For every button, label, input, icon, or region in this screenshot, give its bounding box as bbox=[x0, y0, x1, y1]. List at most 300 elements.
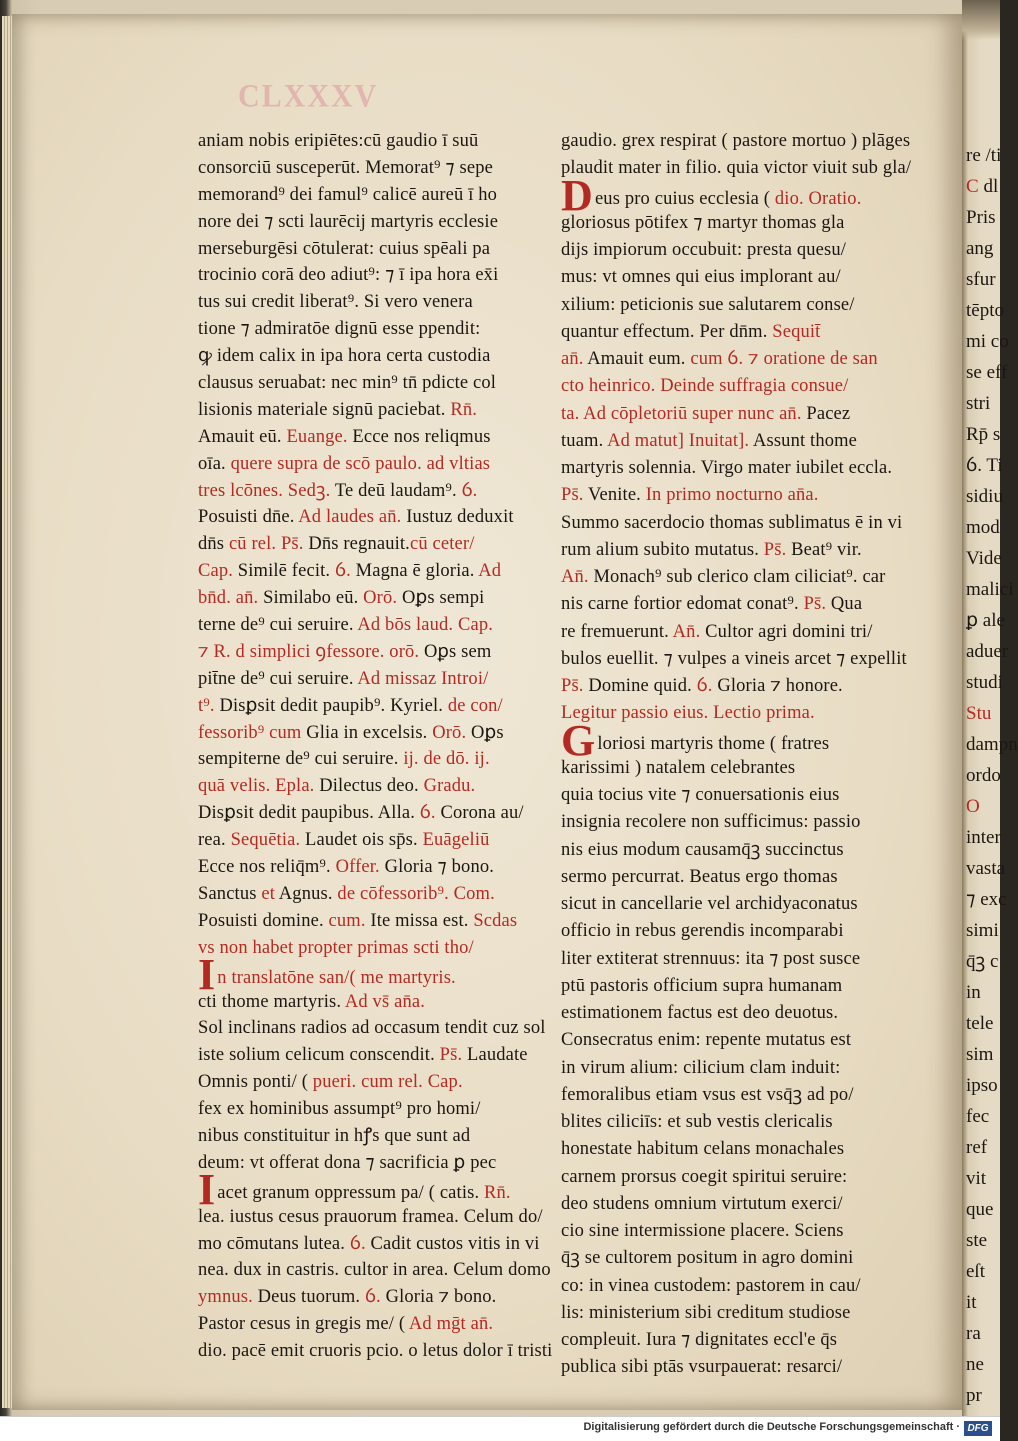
text-segment: Monach⁹ sub clerico clam ciliciat⁹. car bbox=[588, 567, 886, 587]
text-segment: Amauit eum. bbox=[583, 349, 691, 369]
rubric-text: Euāgeliū bbox=[422, 830, 490, 851]
right-page-line bbox=[962, 1380, 1000, 1411]
text-line bbox=[198, 720, 528, 747]
text-segment: martyris solennia. Virgo mater iubilet eccla. bbox=[561, 458, 893, 478]
right-page-line bbox=[962, 760, 1000, 791]
rubric-text: tres lcōnes. Sedꝫ. bbox=[198, 480, 331, 501]
text-segment: vasta bbox=[966, 858, 1006, 879]
right-page-line bbox=[962, 419, 1000, 450]
rubric-text: Ad bōs laud. Cap. bbox=[357, 615, 494, 636]
text-segment: oīa. bbox=[198, 453, 231, 474]
text-line bbox=[561, 1354, 901, 1381]
text-line bbox=[561, 1109, 901, 1136]
text-line bbox=[198, 504, 528, 531]
footer-credit: Digitalisierung gefördert durch die Deutsche Forschungsgemeinschaft · bbox=[583, 1421, 960, 1433]
text-line bbox=[561, 1164, 901, 1191]
text-segment: rum alium subito mutatus. bbox=[561, 539, 764, 560]
text-line bbox=[198, 935, 528, 962]
text-segment: mod bbox=[966, 517, 1000, 538]
right-page-line bbox=[962, 884, 1007, 915]
right-page-line bbox=[962, 698, 1000, 729]
text-segment: Agnus. bbox=[275, 883, 338, 904]
text-segment: Posuisti domine. bbox=[198, 910, 329, 931]
rubric-text: Cap. bbox=[198, 561, 234, 582]
text-segment: se eff bbox=[966, 362, 1008, 383]
rubric-text: Ad matut] Inuitat]. bbox=[607, 430, 750, 451]
text-segment: Corona au/ bbox=[435, 803, 524, 824]
text-line bbox=[561, 591, 901, 618]
rubric-text: cū rel. Ps̄. bbox=[228, 534, 304, 555]
text-line bbox=[561, 510, 901, 537]
text-line bbox=[561, 373, 901, 400]
text-line bbox=[561, 401, 901, 428]
rubric-text: Euange. bbox=[286, 426, 348, 447]
text-line bbox=[561, 482, 901, 509]
text-segment: dn̄s bbox=[198, 534, 229, 555]
text-segment: insignia recolere non sufficimus: passio bbox=[561, 812, 861, 833]
text-line bbox=[198, 854, 528, 881]
text-segment: Gloria ⁊ bono. bbox=[379, 857, 495, 878]
rubric-text: Stu bbox=[966, 703, 992, 724]
text-segment: sicut in cancellarie vel archidyaconatus bbox=[561, 894, 858, 914]
text-line bbox=[198, 827, 528, 854]
dfg-logo: DFG bbox=[964, 1421, 992, 1436]
text-line bbox=[198, 478, 528, 505]
rubric-text: de cōfessorib⁹. Com. bbox=[337, 883, 495, 904]
text-segment: terne de⁹ cui seruire. bbox=[198, 615, 358, 636]
text-segment: Venite. bbox=[583, 485, 646, 506]
right-page-line bbox=[962, 1287, 1000, 1318]
rubric-text: quere supra de scō paulo. ad vltias bbox=[230, 453, 491, 474]
text-segment: trocinio corā deo adiut⁹: ⁊ ī ipa hora ex̄i bbox=[198, 265, 499, 286]
text-line bbox=[198, 1123, 528, 1150]
text-segment: clausus seruabat: nec min⁹ tn̄ pdicte col bbox=[198, 373, 497, 394]
text-line bbox=[561, 292, 901, 319]
decorated-initial: I bbox=[198, 949, 216, 999]
right-page-line bbox=[962, 1194, 1000, 1225]
text-line bbox=[561, 973, 901, 1000]
text-segment: studi bbox=[966, 672, 1003, 693]
text-segment: cti thome martyris. bbox=[198, 991, 345, 1012]
text-segment: Oꝑs sem bbox=[419, 641, 492, 662]
rubric-text: bn̄d. an̄. bbox=[198, 588, 259, 609]
right-page-line bbox=[962, 915, 1000, 946]
text-segment: sidiu bbox=[966, 486, 1003, 507]
text-line bbox=[561, 155, 912, 182]
text-segment: Disꝑsit dedit paupib⁹. Kyriel. bbox=[214, 695, 448, 716]
rubric-text: Ad missaz Introi/ bbox=[357, 668, 489, 689]
right-page-line bbox=[962, 667, 1003, 698]
text-line bbox=[561, 1245, 901, 1272]
text-line bbox=[198, 531, 528, 558]
text-segment: Sol inclinans radios ad occasum tendit cuz sol bbox=[198, 1018, 546, 1039]
right-page-line bbox=[962, 605, 1005, 636]
right-page-line bbox=[962, 512, 1000, 543]
rubric-text: Ps̄. bbox=[561, 676, 584, 696]
text-segment: mo cōmutans lutea. bbox=[198, 1233, 350, 1254]
right-page-line bbox=[962, 450, 1003, 481]
text-segment: femoralibus etiam vsus est vsq̄ꝫ ad po/ bbox=[561, 1084, 854, 1105]
text-line bbox=[198, 262, 528, 289]
text-line bbox=[198, 881, 528, 908]
rubric-text: ỽ. bbox=[349, 1233, 366, 1254]
rubric-text: In primo nocturno an̄a. bbox=[645, 485, 819, 506]
rubric-text: ymnus. bbox=[198, 1287, 253, 1308]
decorated-initial: I bbox=[198, 1164, 216, 1214]
right-page-line bbox=[962, 1008, 1000, 1039]
text-line bbox=[198, 182, 528, 209]
text-segment: dio. pacē emit cruoris pcio. o letus dolor ī tristi bbox=[198, 1341, 553, 1362]
text-line bbox=[198, 1311, 528, 1338]
text-segment: ordo bbox=[966, 765, 1001, 786]
right-page-line bbox=[962, 791, 1000, 822]
text-segment: dijs impiorum occubuit: presta quesu/ bbox=[561, 240, 847, 260]
right-page-line bbox=[962, 729, 1018, 760]
text-line bbox=[198, 989, 528, 1016]
text-segment: plaudit mater in filio. quia victor viuit sub gla/ bbox=[561, 158, 912, 179]
right-page-line bbox=[962, 357, 1008, 388]
text-segment: ne bbox=[966, 1354, 984, 1375]
text-segment: ipso bbox=[966, 1075, 998, 1096]
text-line bbox=[561, 918, 901, 945]
text-segment: fex ex hominibus assumpt⁹ pro homi/ bbox=[198, 1099, 481, 1120]
text-segment: honestate habitum celans monachales bbox=[561, 1139, 845, 1160]
text-segment: mi co bbox=[966, 331, 1009, 352]
text-segment: re fremuerunt. bbox=[561, 621, 673, 642]
text-segment: Magna ē gloria. bbox=[350, 561, 479, 582]
rubric-text: Offer. bbox=[335, 857, 380, 878]
text-line bbox=[561, 946, 901, 973]
text-line bbox=[561, 1082, 901, 1109]
text-line bbox=[198, 773, 528, 800]
text-segment: ỽ. Ti bbox=[966, 455, 1003, 476]
decorated-initial: G bbox=[561, 715, 596, 765]
rubric-text: Rn̄. bbox=[450, 399, 478, 420]
text-line bbox=[198, 1257, 551, 1284]
right-page-line bbox=[962, 202, 1000, 233]
text-segment: Qua bbox=[826, 594, 863, 615]
text-segment: Oꝑs bbox=[466, 722, 504, 743]
rubric-text: cum ỽ. ⁊ oratione de san bbox=[690, 349, 878, 369]
text-line bbox=[561, 170, 901, 220]
folio-number: CLXXXV bbox=[238, 78, 379, 115]
text-segment: ⁊ exc bbox=[966, 889, 1007, 910]
text-line bbox=[198, 612, 528, 639]
text-segment: malici bbox=[966, 579, 1014, 600]
text-segment: tēpto bbox=[966, 300, 1004, 321]
rubric-text: Orō. bbox=[363, 588, 398, 609]
text-line bbox=[561, 1136, 901, 1163]
text-line bbox=[561, 646, 907, 673]
right-page-line bbox=[962, 1349, 1000, 1380]
text-line bbox=[561, 264, 901, 291]
text-segment: ꝙ idem calix in ipa hora certa custodia bbox=[198, 346, 491, 367]
rubric-text: An̄. bbox=[561, 567, 589, 587]
text-line bbox=[561, 346, 901, 373]
text-segment: deum: vt offerat dona ⁊ sacrificia ꝑ pec bbox=[198, 1152, 497, 1173]
rubric-text: ỽ. bbox=[334, 561, 351, 582]
text-segment: ang bbox=[966, 238, 994, 259]
text-segment: Similē fecit. bbox=[233, 561, 335, 582]
rubric-text: ỽ. bbox=[461, 480, 478, 501]
text-segment: gloriosus pōtifex ⁊ martyr thomas gla bbox=[561, 212, 845, 233]
text-segment: consorciū susceperūt. Memorat⁹ ⁊ sepe bbox=[198, 157, 494, 178]
rubric-text: dio. Oratio. bbox=[774, 188, 862, 209]
text-line bbox=[561, 319, 901, 346]
rubric-text: Ps̄. bbox=[439, 1045, 463, 1066]
text-segment: tus sui credit liberat⁹. Si vero venera bbox=[198, 292, 473, 313]
text-segment: in virum alium: cilicium clam induit: bbox=[561, 1057, 841, 1078]
text-segment: Te deū laudam⁹. bbox=[330, 480, 462, 501]
right-page-text bbox=[962, 0, 1018, 1411]
rubric-text: ta. Ad cōpletoriū super nunc an̄. bbox=[561, 403, 802, 424]
text-segment: Rp̄ s bbox=[966, 424, 1001, 445]
right-page-line bbox=[962, 543, 1000, 574]
right-page-line bbox=[962, 481, 1003, 512]
text-segment: Vide bbox=[966, 548, 1002, 569]
rubric-text: ỽ. bbox=[419, 803, 436, 824]
right-page-line bbox=[962, 1132, 1000, 1163]
text-segment: karissimi ) natalem celebrantes bbox=[561, 757, 796, 778]
text-segment: compleuit. Iura ⁊ dignitates eccl'e q̄s bbox=[561, 1330, 838, 1350]
rubric-text: Orō. bbox=[432, 722, 467, 743]
text-segment: bulos euellit. ⁊ vulpes a vineis arcet ⁊ expellit bbox=[561, 648, 907, 669]
text-segment: Disꝑsit dedit paupibus. Alla. bbox=[198, 803, 420, 824]
text-line bbox=[198, 1015, 546, 1042]
text-segment: Summo sacerdocio thomas sublimatus ē in vi bbox=[561, 512, 903, 533]
text-line bbox=[198, 1069, 528, 1096]
rubric-text: Ad mḡt an̄. bbox=[408, 1314, 494, 1335]
text-segment: Glia in excelsis. bbox=[301, 722, 433, 743]
text-segment: Laudet ois sp̄s. bbox=[300, 830, 423, 851]
text-segment: lisionis materiale signū paciebat. bbox=[198, 399, 451, 420]
text-line bbox=[198, 1338, 553, 1365]
text-segment: Sanctus bbox=[198, 883, 262, 904]
right-page-line bbox=[962, 636, 1009, 667]
text-line bbox=[198, 585, 528, 612]
text-segment: acet granum oppressum pa/ ( catis. bbox=[217, 1182, 485, 1203]
text-line bbox=[561, 537, 901, 564]
text-line bbox=[198, 128, 528, 155]
text-line bbox=[561, 237, 901, 264]
text-segment: que bbox=[966, 1199, 994, 1220]
text-line bbox=[561, 837, 901, 864]
text-segment: vit bbox=[966, 1168, 987, 1189]
text-segment: sempiterne de⁹ cui seruire. bbox=[198, 749, 404, 770]
text-line bbox=[198, 746, 528, 773]
rubric-text: Ps̄. bbox=[561, 485, 584, 506]
text-segment: ꝑ ale bbox=[966, 610, 1005, 631]
text-line bbox=[561, 755, 901, 782]
text-segment: Cadit custos vitis in vi bbox=[365, 1233, 540, 1254]
text-segment: dampn bbox=[966, 734, 1018, 755]
text-line bbox=[198, 908, 528, 935]
text-segment: simi bbox=[966, 920, 999, 941]
text-segment: inter bbox=[966, 827, 1001, 848]
right-page-line bbox=[962, 1070, 1000, 1101]
text-segment: q̄ꝫ c bbox=[966, 951, 999, 972]
text-line bbox=[198, 1096, 528, 1123]
right-page-line bbox=[962, 171, 1000, 202]
text-segment: pr bbox=[966, 1385, 982, 1406]
text-line bbox=[198, 397, 528, 424]
text-segment: publica sibi ptās vsurpauerat: resarci/ bbox=[561, 1357, 843, 1378]
text-segment: stri bbox=[966, 393, 991, 414]
text-segment: rea. bbox=[198, 830, 231, 851]
text-segment: sfur bbox=[966, 269, 996, 290]
left-text-column bbox=[198, 128, 553, 1365]
rubric-text: An̄. bbox=[672, 621, 701, 642]
rubric-text: cū ceter/ bbox=[409, 534, 475, 555]
rubric-text: Sequit̄ bbox=[772, 321, 821, 342]
rubric-text: pueri. cum rel. Cap. bbox=[312, 1072, 463, 1093]
text-segment: ptū pastoris officium supra humanam bbox=[561, 975, 843, 996]
text-segment: Oꝑs sempi bbox=[397, 588, 485, 609]
text-segment: nis carne fortior edomat conat⁹. bbox=[561, 594, 804, 615]
text-line bbox=[198, 1204, 543, 1231]
text-segment: Similabo eū. bbox=[258, 588, 364, 609]
right-page-line bbox=[962, 140, 1000, 171]
text-line bbox=[561, 1273, 901, 1300]
text-line bbox=[561, 782, 901, 809]
text-segment: aduer bbox=[966, 641, 1009, 662]
rubric-text: n translatōne san/( me martyris. bbox=[217, 967, 456, 988]
rubric-text: Ad vs̄ an̄a. bbox=[344, 991, 425, 1012]
rubric-text: de con/ bbox=[447, 695, 503, 716]
text-segment: nis eius modum causamq̄ꝫ succinctus bbox=[561, 839, 844, 860]
rubric-text: cum. bbox=[328, 910, 366, 931]
rubric-text: cto heinrico. Deinde suffragia consue/ bbox=[561, 376, 849, 397]
rubric-text: Sequētia. bbox=[230, 830, 301, 851]
text-line bbox=[198, 451, 528, 478]
text-line bbox=[561, 864, 901, 891]
text-segment: blites ciliciīs: et sub vestis clericalis bbox=[561, 1112, 833, 1132]
text-segment: Cultor agri domini tri/ bbox=[700, 621, 873, 642]
text-segment: memorand⁹ dei famul⁹ calicē aureū ī ho bbox=[198, 184, 498, 205]
text-line bbox=[561, 455, 901, 482]
text-line bbox=[561, 891, 901, 918]
text-segment: Dilectus deo. bbox=[314, 776, 424, 797]
text-line bbox=[198, 1284, 528, 1311]
right-page-line bbox=[962, 1101, 1000, 1132]
text-segment: xilium: peticionis sue salutarem conse/ bbox=[561, 294, 855, 315]
text-line bbox=[198, 949, 528, 999]
right-page-line bbox=[962, 388, 1000, 419]
text-line bbox=[198, 558, 528, 585]
text-line bbox=[561, 1055, 901, 1082]
rubric-text: Ad bbox=[478, 561, 502, 582]
text-line bbox=[198, 666, 528, 693]
text-line bbox=[561, 210, 901, 237]
text-segment: officio in rebus gerendis incomparabi bbox=[561, 921, 844, 942]
text-line bbox=[561, 809, 901, 836]
text-segment: lea. iustus cesus prauorum framea. Celum do/ bbox=[198, 1206, 543, 1227]
text-segment: re /ti bbox=[966, 145, 1002, 166]
rubric-text: t⁹. bbox=[198, 695, 215, 716]
text-segment: ste bbox=[966, 1230, 988, 1251]
text-line bbox=[198, 370, 528, 397]
text-segment: Ecce nos reliq̄m⁹. bbox=[198, 857, 336, 878]
text-segment: lis: ministerium sibi creditum studiose bbox=[561, 1302, 851, 1323]
text-segment: tuam. bbox=[561, 430, 608, 451]
text-line bbox=[198, 155, 528, 182]
text-segment: Beat⁹ vir. bbox=[786, 539, 862, 560]
rubric-text: ij. de dō. ij. bbox=[403, 749, 490, 770]
right-page-line bbox=[962, 326, 1009, 357]
text-segment: nore dei ⁊ scti laurēcij martyris ecclesie bbox=[198, 211, 499, 232]
text-segment: fec bbox=[966, 1106, 990, 1127]
decorated-initial: D bbox=[561, 170, 593, 220]
text-segment: ref bbox=[966, 1137, 988, 1158]
text-segment: eus pro cuius ecclesia ( bbox=[594, 188, 775, 209]
text-segment: Ecce nos reliqmus bbox=[347, 426, 491, 447]
right-page-fragment bbox=[962, 0, 1018, 1416]
text-segment: q̄ꝫ se cultorem positum in agro domini bbox=[561, 1248, 854, 1269]
text-segment: Pacez bbox=[801, 403, 851, 424]
rubric-text: ỽ. bbox=[696, 676, 713, 696]
right-text-column bbox=[561, 128, 912, 1382]
text-segment: carnem prorsus coegit spiritui seruire: bbox=[561, 1166, 848, 1187]
rubric-text: an̄. bbox=[561, 349, 584, 369]
text-segment: dl bbox=[978, 176, 999, 197]
text-line bbox=[198, 693, 528, 720]
text-segment: Gloria ⁊ honore. bbox=[712, 676, 843, 696]
text-segment: quia tocius vite ⁊ conuersationis eius bbox=[561, 785, 840, 805]
rubric-text: et bbox=[261, 883, 276, 904]
right-page-line bbox=[962, 1039, 1000, 1070]
text-line bbox=[561, 1027, 901, 1054]
text-segment: eſt bbox=[966, 1261, 985, 1282]
text-segment: loriosi martyris thome ( fratres bbox=[597, 733, 830, 754]
text-segment: Laudate bbox=[462, 1045, 528, 1066]
text-line bbox=[561, 1218, 901, 1245]
rubric-text: fessorib⁹ cum bbox=[198, 722, 302, 743]
text-segment: sermo percurrat. Beatus ergo thomas bbox=[561, 866, 838, 887]
text-segment: nea. dux in castris. cultor in area. Celum domo bbox=[198, 1260, 551, 1281]
text-line bbox=[198, 639, 528, 666]
right-page-line bbox=[962, 1318, 1000, 1349]
text-segment: estimationem factus est deo deuotus. bbox=[561, 1003, 839, 1023]
text-line bbox=[198, 236, 528, 263]
right-page-line bbox=[962, 264, 1000, 295]
rubric-text: Scdas bbox=[473, 910, 518, 931]
text-line bbox=[561, 1191, 901, 1218]
text-line bbox=[198, 343, 528, 370]
rubric-text: Ad laudes an̄. bbox=[298, 507, 402, 528]
text-line bbox=[198, 1042, 528, 1069]
text-segment: Domine quid. bbox=[583, 676, 697, 696]
text-segment: Amauit eū. bbox=[198, 426, 287, 447]
rubric-text: C bbox=[966, 176, 979, 197]
text-segment: Ite missa est. bbox=[365, 910, 474, 931]
text-segment: Omnis ponti/ ( bbox=[198, 1072, 313, 1093]
text-line bbox=[198, 424, 528, 451]
text-segment: pit̄ne de⁹ cui seruire. bbox=[198, 668, 358, 689]
text-segment: mus: vt omnes qui eius implorant au/ bbox=[561, 267, 841, 288]
text-line bbox=[561, 128, 911, 155]
right-page-line bbox=[962, 822, 1000, 853]
text-segment: merseburgēsi cōtulerat: cuius spēali pa bbox=[198, 238, 491, 259]
text-segment: gaudio. grex respirat ( pastore mortuo ) plāges bbox=[561, 131, 911, 151]
text-segment: liter extiterat strennuus: ita ⁊ post susce bbox=[561, 948, 861, 969]
text-line bbox=[561, 673, 901, 700]
rubric-text: ⁊ R. d simplici ꝯfessore. orō. bbox=[198, 641, 420, 662]
text-segment: Deus tuorum. bbox=[252, 1287, 365, 1308]
text-line bbox=[561, 1000, 901, 1027]
right-page-top-shadow bbox=[962, 0, 1000, 40]
text-segment: deo studens omnium virtutum exerci/ bbox=[561, 1193, 843, 1214]
text-line bbox=[561, 715, 901, 765]
